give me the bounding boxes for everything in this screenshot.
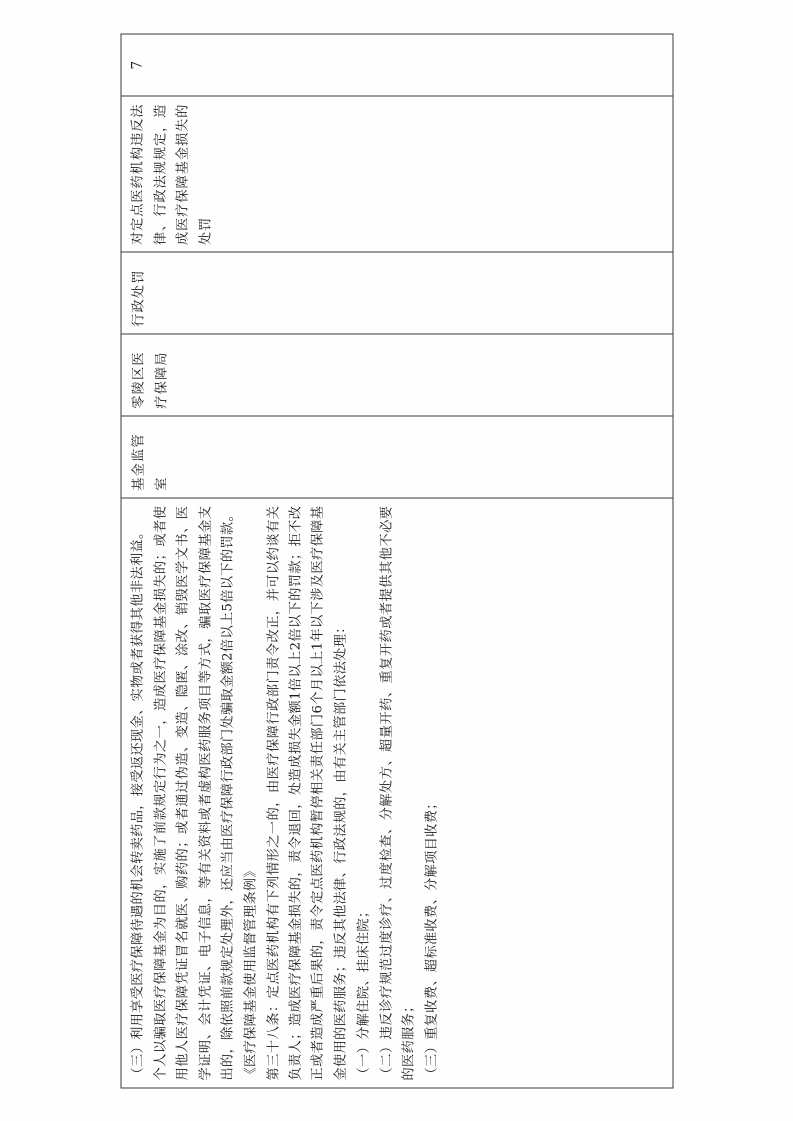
legal-basis-text (127, 505, 443, 1080)
basis-paragraph-6: （二）违反诊疗规范过度诊疗、过度检查、分解处方、超量开药、重复开药或者提供其他不必要的医药服务； (378, 505, 417, 1080)
cell-department (121, 334, 673, 416)
basis-paragraph-7: （三）重复收费、超标准收费、分解项目收费； (424, 795, 440, 1080)
office-text: 基金监管室 (131, 432, 170, 491)
document-table (120, 33, 673, 1088)
basis-paragraph-2: 个人以骗取医疗保障基金为目的，实施了前款规定行为之一，造成医疗保障基金损失的；或者使用他人医疗保障凭证冒名就医、购药的；或者通过伪造、变造、隐匿、涂改、销毁医学文书、医学证明、会计凭证、电子信息，等有关资料或者虚构医药服务项目等方式，骗取医疗保障基金支出的，除依照前款规定处理外，还应当由医疗保障行政部门处骗取金额2倍以上5倍以下的罚款。 (153, 505, 235, 1080)
cell-item-type (121, 252, 673, 334)
row-index-text: 7 (129, 60, 145, 69)
basis-paragraph-4: 第三十八条：定点医药机构有下列情形之一的，由医疗保障行政部门责令改正，并可以约谈有关负责人；造成医疗保障基金损失的，责令退回，处造成损失金额1倍以上2倍以下的罚款；拒不改正或者造成严重后果的，责令定点医药机构暂停相关责任部门6个月以上1年以下涉及医疗保障基金使用的医药服务；违反其他法律、行政法规的，由有关主管部门依法处理： (266, 505, 348, 1080)
cell-item-title (121, 96, 673, 252)
table-row (121, 34, 673, 1088)
cell-office (121, 416, 673, 498)
basis-paragraph-5: （一）分解住院、挂床住院； (355, 904, 371, 1080)
cell-legal-basis (121, 498, 673, 1088)
rotated-table-wrapper (120, 33, 673, 1088)
item-type-text: 行政处罚 (131, 268, 146, 327)
department-text: 零陵区医疗保障局 (131, 350, 170, 409)
basis-paragraph-3: 《医疗保障基金使用监督管理条例》 (242, 863, 258, 1080)
item-title-text: 对定点医药机构违反法律、行政法规规定，造成医疗保障基金损失的处罚 (130, 103, 214, 245)
basis-paragraph-1: （三）利用享受医疗保障待遇的机会转卖药品，接受返还现金、实物或者获得其他非法利益。 (130, 524, 145, 1080)
cell-row-index (121, 34, 673, 96)
